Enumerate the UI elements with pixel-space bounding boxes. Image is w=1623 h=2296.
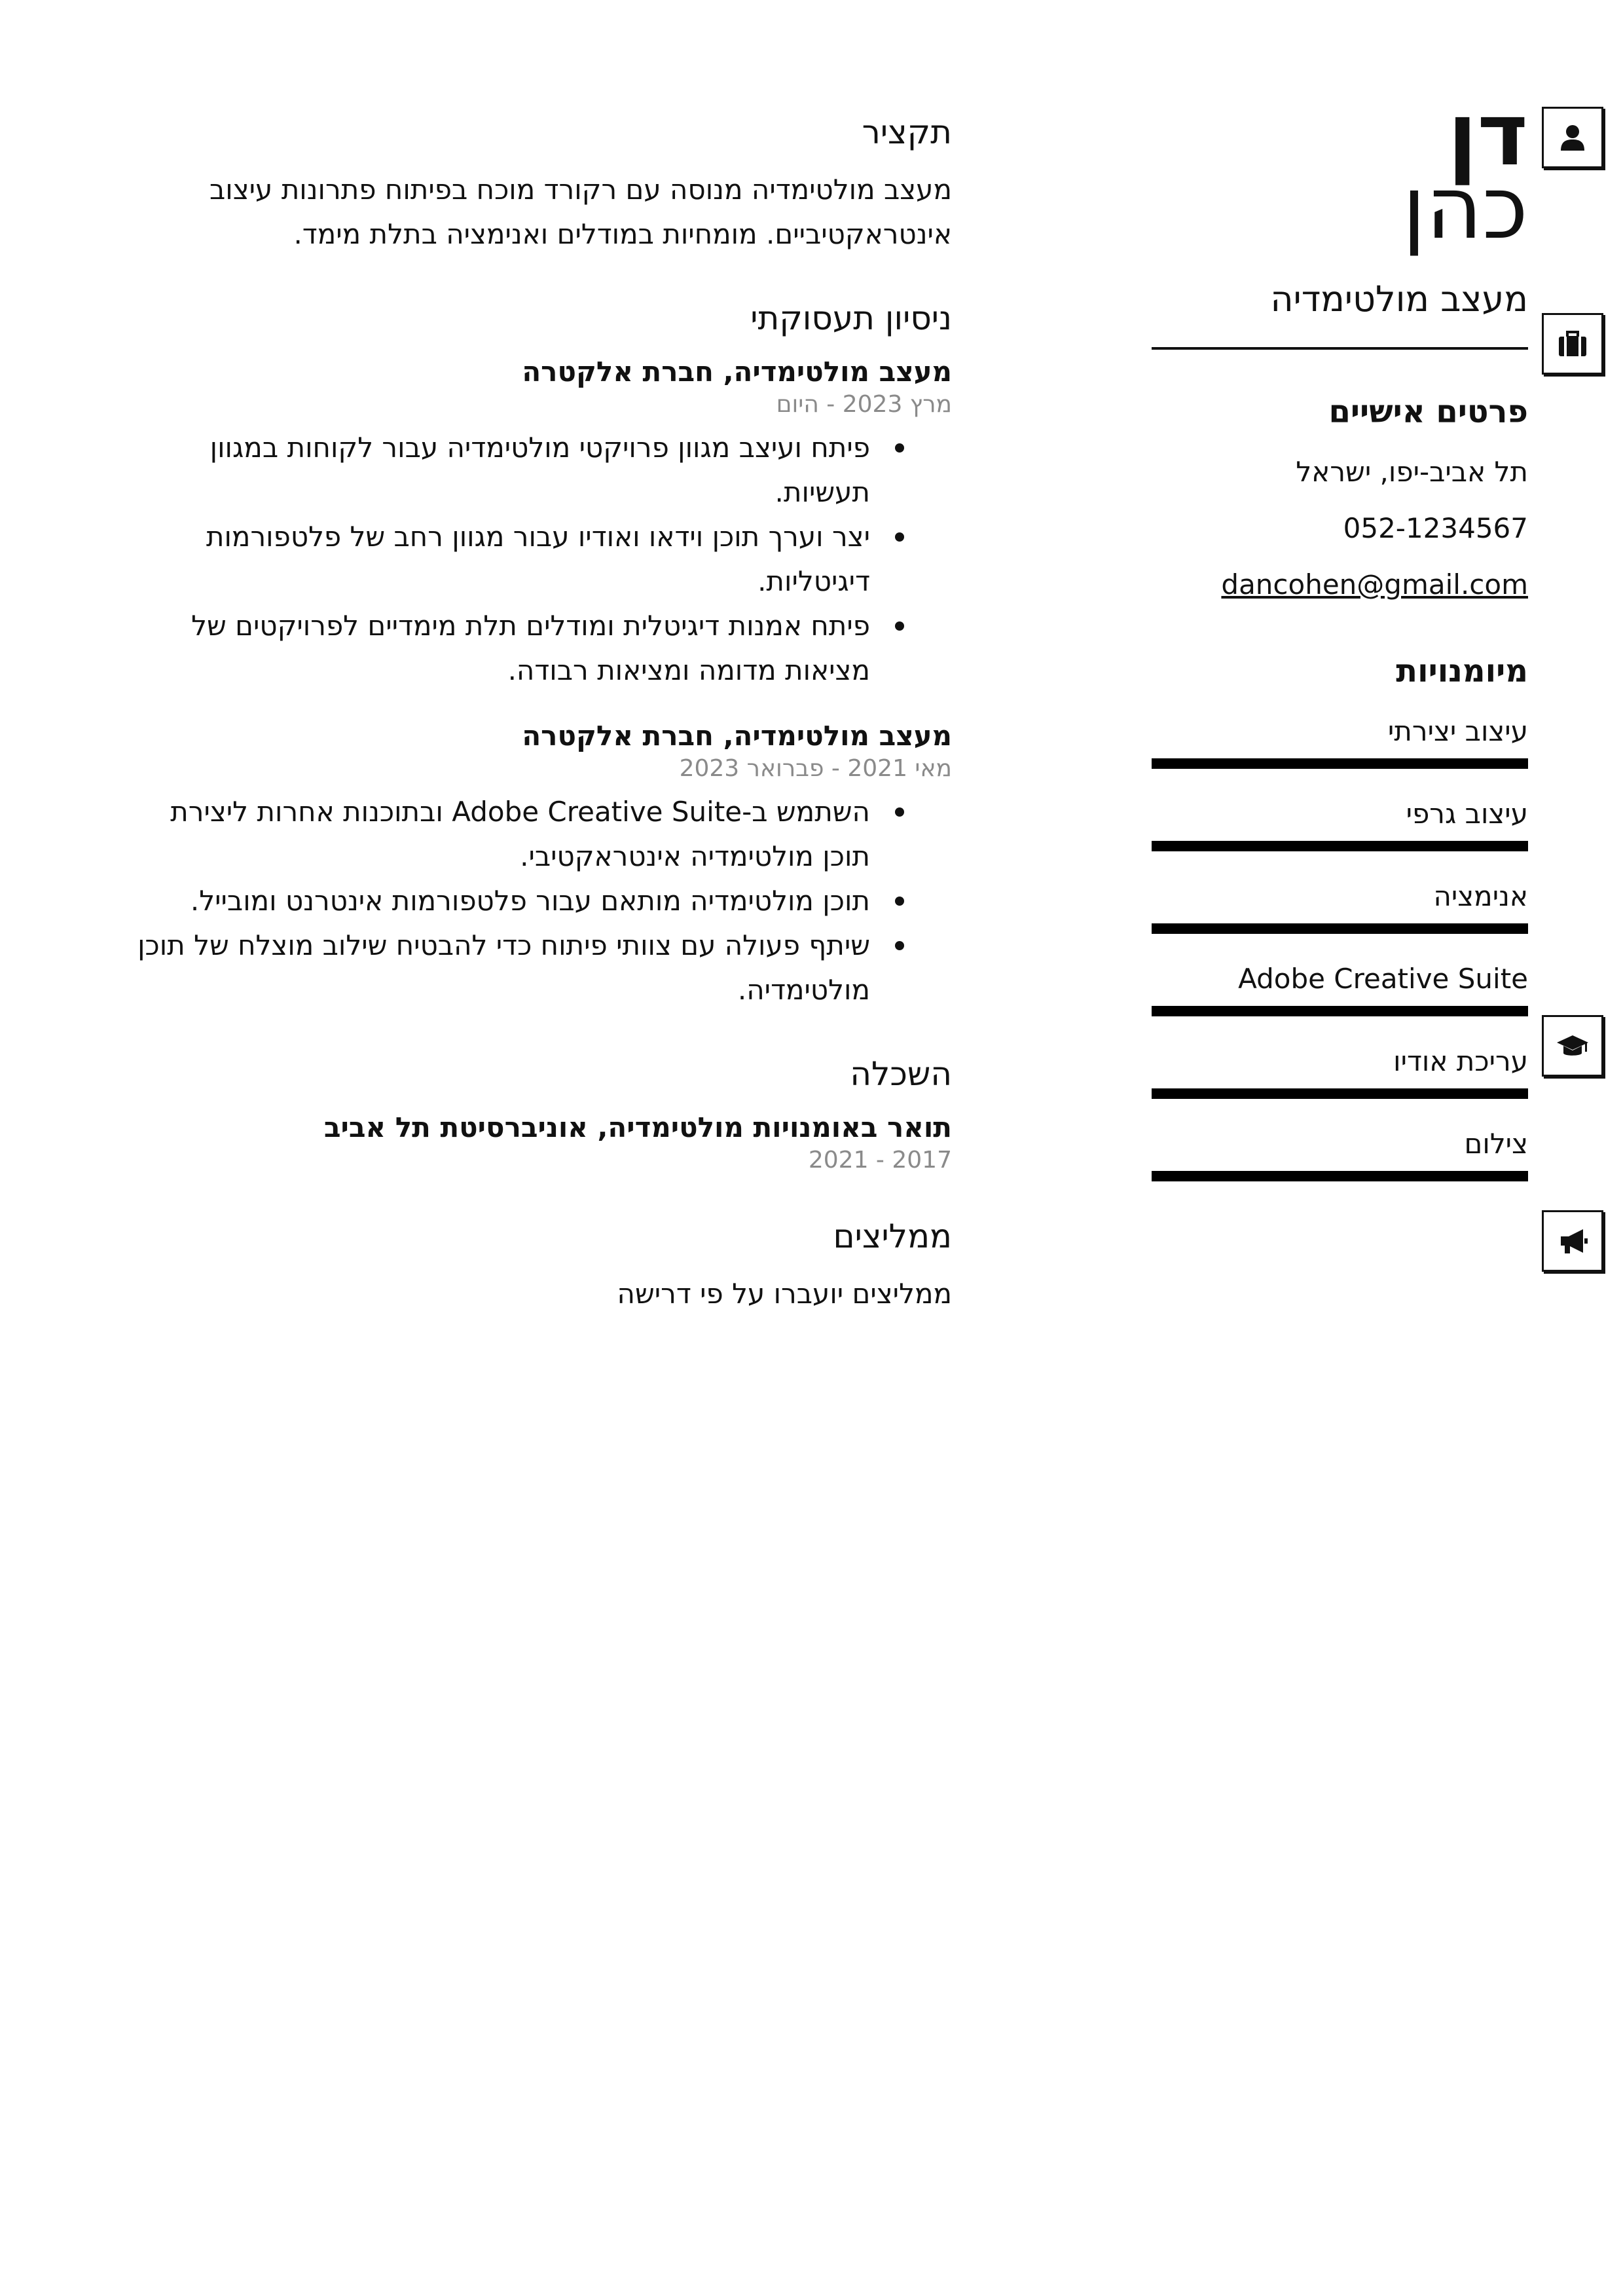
email-link[interactable]: dancohen@gmail.com [1221, 568, 1528, 601]
summary-text: מעצב מולטימדיה מנוסה עם רקורד מוכח בפיתוח פתרונות עיצוב אינטראקטיביים. מומחיות במודלים ואנימציה בתלת מימד. [210, 174, 952, 250]
skill-label: אנימציה [1433, 880, 1528, 912]
skill-level-fill [1152, 923, 1528, 934]
user-icon [1542, 107, 1603, 168]
skill-label: עיצוב יצירתי [1387, 715, 1528, 747]
bullet-item: יצר וערך תוכן וידאו ואודיו עבור מגוון רחב של פלטפורמות דיגיטליות. [127, 515, 870, 604]
skill-level-fill [1152, 1088, 1528, 1099]
experience-heading: ניסיון תעסוקתי [750, 299, 952, 337]
job-bullets [127, 790, 952, 1012]
skill-label: עריכת אודיו [1393, 1045, 1528, 1077]
skill-item [1152, 714, 1528, 769]
phone-text: 052-1234567 [1343, 512, 1528, 544]
bullet-item: תוכן מולטימדיה מותאם עבור פלטפורמות אינטרנט ומובייל. [127, 879, 870, 923]
skill-level-bar [1152, 1088, 1528, 1099]
skill-level-fill [1152, 1006, 1528, 1016]
sidebar [1152, 84, 1528, 1209]
summary-heading: תקציר [862, 113, 952, 151]
skill-level-bar [1152, 841, 1528, 851]
personal-heading: פרטים אישיים [1328, 394, 1528, 430]
last-name: כהן [1402, 158, 1528, 259]
education-section [127, 1053, 952, 1175]
skills-heading: מיומנויות [1396, 653, 1528, 690]
skill-label: עיצוב גרפי [1406, 798, 1528, 830]
location-text: תל אביב-יפו, ישראל [1296, 456, 1528, 488]
megaphone-icon [1542, 1210, 1603, 1272]
skill-item [1152, 796, 1528, 851]
skill-label: Adobe Creative Suite [1238, 963, 1528, 995]
degree-title: תואר באומנויות מולטימדיה, אוניברסיטת תל אביב [323, 1111, 952, 1143]
job-entry [127, 718, 952, 1012]
references-section [127, 1215, 952, 1316]
skill-item [1152, 1044, 1528, 1099]
job-bullets [127, 426, 952, 693]
bullet-item: פיתח ועיצב מגוון פרויקטי מולטימדיה עבור לקוחות במגוון תעשיות. [127, 426, 870, 515]
references-heading: ממליצים [833, 1217, 952, 1255]
briefcase-icon [1542, 313, 1603, 375]
main-column [127, 111, 952, 1357]
skill-level-bar [1152, 758, 1528, 769]
experience-section [127, 297, 952, 1012]
education-dates: 2017 - 2021 [808, 1147, 952, 1174]
first-name: דן [1448, 84, 1528, 185]
bullet-item: השתמש ב-Adobe Creative Suite ובתוכנות אחרות ליצירת תוכן מולטימדיה אינטראקטיבי. [127, 790, 870, 879]
skill-level-fill [1152, 1171, 1528, 1181]
job-entry [127, 354, 952, 693]
job-title: מעצב מולטימדיה [1270, 278, 1528, 320]
education-heading: השכלה [850, 1055, 952, 1093]
skill-level-bar [1152, 1006, 1528, 1016]
skill-level-bar [1152, 923, 1528, 934]
job-dates: מרץ 2023 - היום [776, 391, 952, 418]
references-text: ממליצים יועברו על פי דרישה [617, 1278, 952, 1310]
summary-section [127, 111, 952, 257]
bullet-item: פיתח אמנות דיגיטלית ומודלים תלת מימדיים לפרויקטים של מציאות מדומה ומציאות רבודה. [127, 604, 870, 693]
job-title-entry: מעצב מולטימדיה, חברת אלקטרה [522, 356, 952, 388]
skill-item [1152, 961, 1528, 1016]
skill-level-fill [1152, 758, 1528, 769]
graduation-cap-icon [1542, 1015, 1603, 1077]
skill-item [1152, 879, 1528, 934]
job-title-entry: מעצב מולטימדיה, חברת אלקטרה [522, 720, 952, 752]
skill-level-fill [1152, 841, 1528, 851]
skill-item [1152, 1126, 1528, 1181]
title-divider [1152, 347, 1528, 350]
skills-list [1152, 714, 1528, 1181]
skill-label: צילום [1464, 1128, 1528, 1160]
skill-level-bar [1152, 1171, 1528, 1181]
bullet-item: שיתף פעולה עם צוותי פיתוח כדי להבטיח שילוב מוצלח של תוכן מולטימדיה. [127, 923, 870, 1012]
job-dates: מאי 2021 - פברואר 2023 [679, 755, 952, 782]
